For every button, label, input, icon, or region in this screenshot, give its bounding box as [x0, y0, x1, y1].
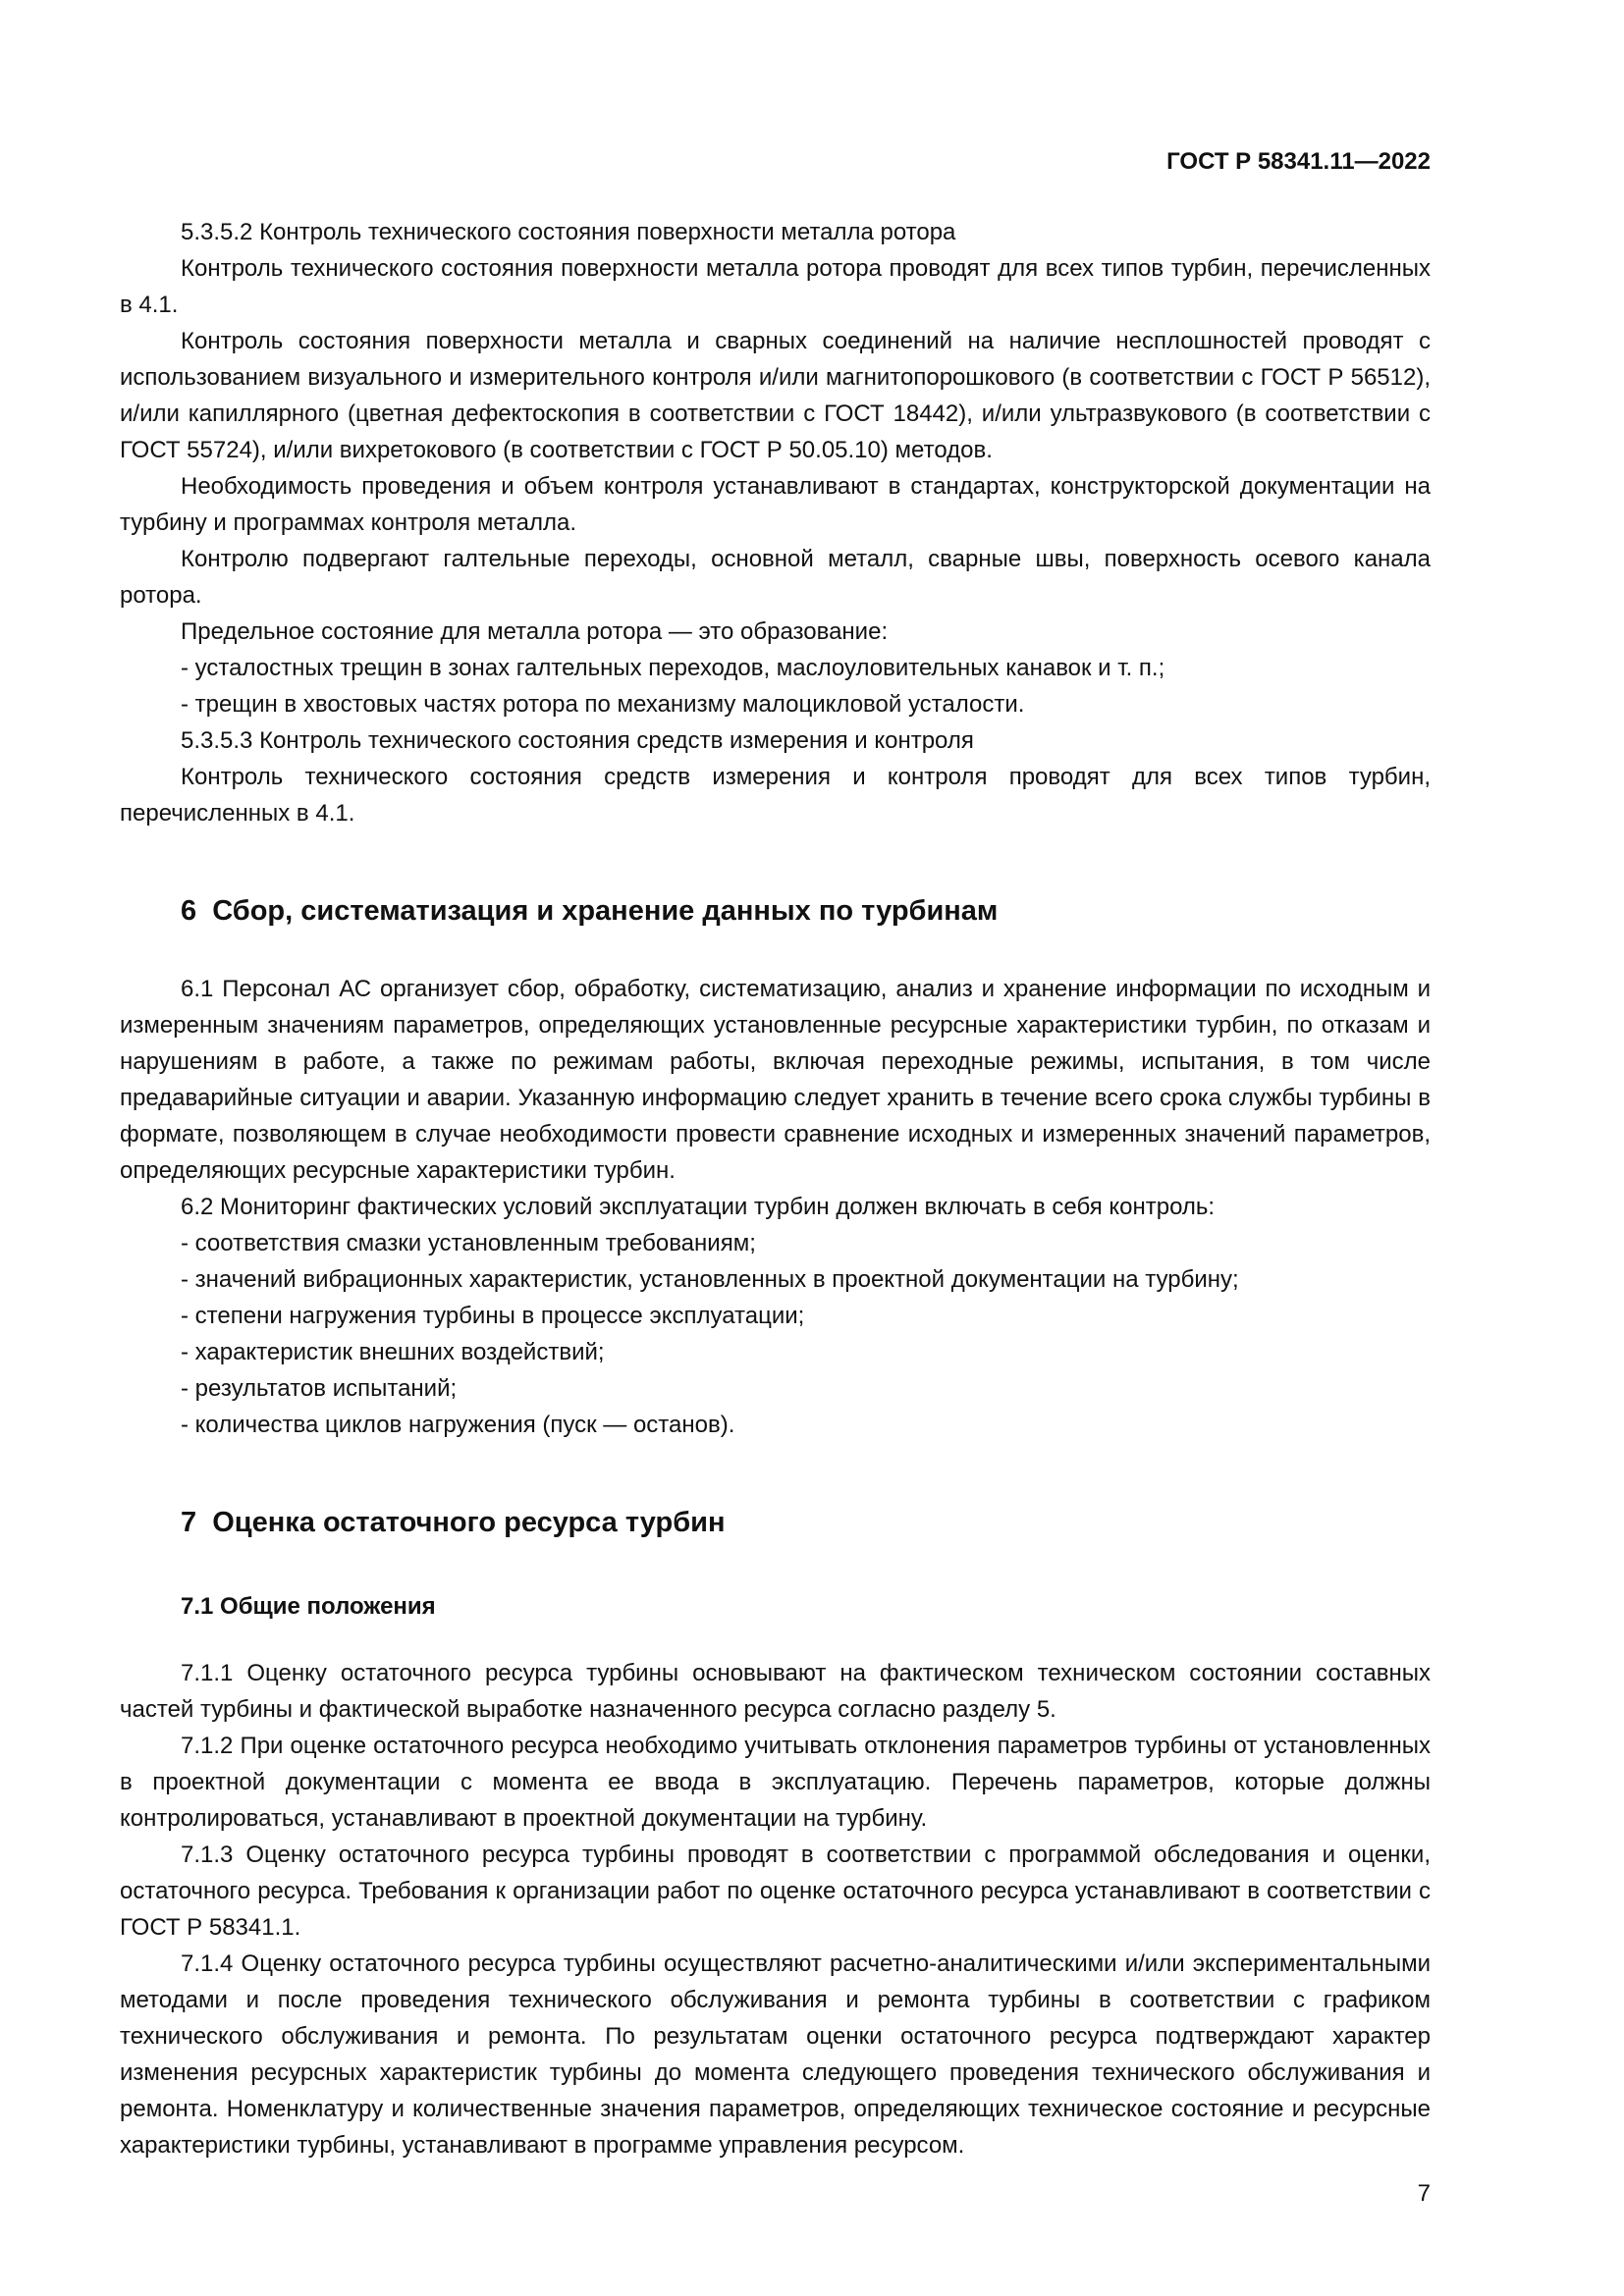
- paragraph: Контролю подвергают галтельные переходы, основной металл, сварные швы, поверхность осевого канала ротора.: [120, 546, 1431, 609]
- section-heading: 6 Сбор, систематизация и хранение данных по турбинам: [181, 895, 999, 927]
- paragraph: 6.2 Мониторинг фактических условий эксплуатации турбин должен включать в себя контроль:: [181, 1194, 1216, 1220]
- paragraph: - усталостных трещин в зонах галтельных переходов, маслоуловительных канавок и т. п.;: [181, 655, 1165, 681]
- paragraph: - соответствия смазки установленным требованиям;: [181, 1230, 756, 1256]
- page-number: 7: [1417, 2180, 1431, 2207]
- paragraph: 6.1 Персонал АС организует сбор, обработку, систематизацию, анализ и хранение информации по исходным и измеренным значениям параметров, определяющих установленные ресурсные характеристики турбин, по отказам и нарушениям в работе, а также по режимам работы, включая переходные режимы, испытания, в том числе предаварийные ситуации и аварии. Указанную информацию следует хранить в течение всего срока службы турбины в формате, позволяющем в случае необходимости провести сравнение исходных и измеренных значений параметров, определяющих ресурсные характеристики турбин.: [120, 976, 1431, 1184]
- paragraph: - степени нагружения турбины в процессе эксплуатации;: [181, 1303, 805, 1329]
- paragraph: 5.3.5.3 Контроль технического состояния средств измерения и контроля: [181, 727, 974, 754]
- paragraph: Предельное состояние для металла ротора — это образование:: [181, 618, 889, 645]
- paragraph: Контроль технического состояния средств измерения и контроля проводят для всех типов турбин, перечисленных в 4.1.: [120, 764, 1431, 827]
- paragraph: 5.3.5.2 Контроль технического состояния поверхности металла ротора: [181, 219, 956, 245]
- paragraph: - значений вибрационных характеристик, установленных в проектной документации на турбину;: [181, 1266, 1239, 1293]
- document-code: ГОСТ Р 58341.11—2022: [1166, 148, 1431, 175]
- subsection-heading: 7.1 Общие положения: [181, 1593, 436, 1620]
- document-footer: [1418, 2180, 1431, 2208]
- paragraph: - трещин в хвостовых частях ротора по механизму малоцикловой усталости.: [181, 691, 1025, 718]
- document-header: [120, 147, 1431, 177]
- paragraph: - результатов испытаний;: [181, 1375, 458, 1402]
- paragraph: - характеристик внешних воздействий;: [181, 1339, 605, 1365]
- paragraph: 7.1.2 При оценке остаточного ресурса необходимо учитывать отклонения параметров турбины от установленных в проектной документации с момента ее ввода в эксплуатацию. Перечень параметров, которые должны контролироваться, устанавливают в проектной документации на турбину.: [120, 1733, 1431, 1832]
- paragraph: Контроль состояния поверхности металла и сварных соединений на наличие несплошностей проводят с использованием визуального и измерительного контроля и/или магнитопорошкового (в соответствии с ГОСТ Р 56512), и/или капиллярного (цветная дефектоскопия в соответствии с ГОСТ 18442), и/или ультразвукового (в соответствии с ГОСТ 55724), и/или вихретокового (в соответствии с ГОСТ Р 50.05.10) методов.: [120, 328, 1431, 463]
- paragraph: 7.1.4 Оценку остаточного ресурса турбины осуществляют расчетно-аналитическими и/или экспериментальными методами и после проведения технического обслуживания и ремонта турбины в соответствии с графиком технического обслуживания и ремонта. По результатам оценки остаточного ресурса подтверждают характер изменения ресурсных характеристик турбины до момента следующего проведения технического обслуживания и ремонта. Номенклатуру и количественные значения параметров, определяющих техническое состояние и ресурсные характеристики турбины, устанавливают в программе управления ресурсом.: [120, 1950, 1431, 2159]
- paragraph: 7.1.1 Оценку остаточного ресурса турбины основывают на фактическом техническом состоянии составных частей турбины и фактической выработке назначенного ресурса согласно разделу 5.: [120, 1660, 1431, 1723]
- paragraph: - количества циклов нагружения (пуск — останов).: [181, 1412, 735, 1438]
- paragraph: Контроль технического состояния поверхности металла ротора проводят для всех типов турбин, перечисленных в 4.1.: [120, 255, 1431, 318]
- paragraph: Необходимость проведения и объем контроля устанавливают в стандартах, конструкторской документации на турбину и программах контроля металла.: [120, 473, 1431, 536]
- section-heading: 7 Оценка остаточного ресурса турбин: [181, 1507, 726, 1538]
- paragraph: 7.1.3 Оценку остаточного ресурса турбины проводят в соответствии с программой обследования и оценки, остаточного ресурса. Требования к организации работ по оценке остаточного ресурса устанавливают в соответствии с ГОСТ Р 58341.1.: [120, 1842, 1431, 1941]
- document-body: [120, 214, 1431, 2163]
